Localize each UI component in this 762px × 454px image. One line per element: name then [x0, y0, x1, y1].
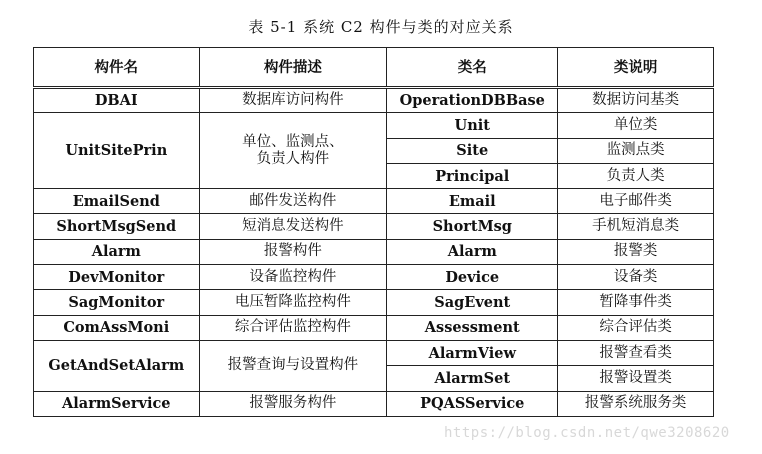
class-description-cell: 负责人类: [558, 163, 714, 188]
class-name-cell: Device: [387, 265, 558, 290]
table-row: [34, 113, 714, 138]
table-header-row: [34, 48, 714, 88]
table-row: [34, 214, 714, 239]
column-header: 构件描述: [199, 48, 387, 88]
class-name-cell: AlarmView: [387, 340, 558, 365]
component-description-cell: 单位、监测点、 负责人构件: [199, 113, 387, 189]
component-description-cell: 短消息发送构件: [199, 214, 387, 239]
table-row: [34, 189, 714, 214]
table-caption: 表 5-1 系统 C2 构件与类的对应关系: [248, 18, 514, 36]
component-name-cell: AlarmService: [34, 391, 200, 416]
component-name-cell: SagMonitor: [34, 290, 200, 315]
table-row: [34, 290, 714, 315]
class-description-cell: 报警类: [558, 239, 714, 264]
table-row: [34, 265, 714, 290]
table-row: [34, 315, 714, 340]
component-name-cell: UnitSitePrin: [34, 113, 200, 189]
class-description-cell: 监测点类: [558, 138, 714, 163]
class-name-cell: Assessment: [387, 315, 558, 340]
component-name-cell: GetAndSetAlarm: [34, 340, 200, 391]
table-row: [34, 340, 714, 365]
class-description-cell: 电子邮件类: [558, 189, 714, 214]
component-description-cell: 报警查询与设置构件: [199, 340, 387, 391]
component-name-cell: ComAssMoni: [34, 315, 200, 340]
component-name-cell: EmailSend: [34, 189, 200, 214]
table-row: [34, 88, 714, 113]
class-name-cell: PQASService: [387, 391, 558, 416]
class-name-cell: Alarm: [387, 239, 558, 264]
class-name-cell: ShortMsg: [387, 214, 558, 239]
component-name-cell: DevMonitor: [34, 265, 200, 290]
class-description-cell: 报警系统服务类: [558, 391, 714, 416]
class-description-cell: 综合评估类: [558, 315, 714, 340]
class-description-cell: 数据访问基类: [558, 88, 714, 113]
class-name-cell: OperationDBBase: [387, 88, 558, 113]
class-name-cell: Email: [387, 189, 558, 214]
component-description-cell: 报警服务构件: [199, 391, 387, 416]
class-description-cell: 报警设置类: [558, 366, 714, 391]
component-name-cell: DBAI: [34, 88, 200, 113]
class-description-cell: 设备类: [558, 265, 714, 290]
component-description-cell: 数据库访问构件: [199, 88, 387, 113]
class-name-cell: Site: [387, 138, 558, 163]
component-name-cell: Alarm: [34, 239, 200, 264]
class-description-cell: 单位类: [558, 113, 714, 138]
column-header: 构件名: [34, 48, 200, 88]
component-description-cell: 电压暂降监控构件: [199, 290, 387, 315]
table-row: [34, 391, 714, 416]
column-header: 类说明: [558, 48, 714, 88]
column-header: 类名: [387, 48, 558, 88]
class-description-cell: 暂降事件类: [558, 290, 714, 315]
class-name-cell: Unit: [387, 113, 558, 138]
component-description-cell: 设备监控构件: [199, 265, 387, 290]
component-description-cell: 报警构件: [199, 239, 387, 264]
class-name-cell: Principal: [387, 163, 558, 188]
watermark-url: https://blog.csdn.net/qwe3208620: [444, 425, 730, 441]
class-description-cell: 手机短消息类: [558, 214, 714, 239]
class-name-cell: SagEvent: [387, 290, 558, 315]
component-description-cell: 邮件发送构件: [199, 189, 387, 214]
table-body: [34, 88, 714, 417]
table-row: [34, 239, 714, 264]
component-description-cell: 综合评估监控构件: [199, 315, 387, 340]
component-class-table: [33, 47, 714, 417]
component-name-cell: ShortMsgSend: [34, 214, 200, 239]
class-description-cell: 报警查看类: [558, 340, 714, 365]
class-name-cell: AlarmSet: [387, 366, 558, 391]
